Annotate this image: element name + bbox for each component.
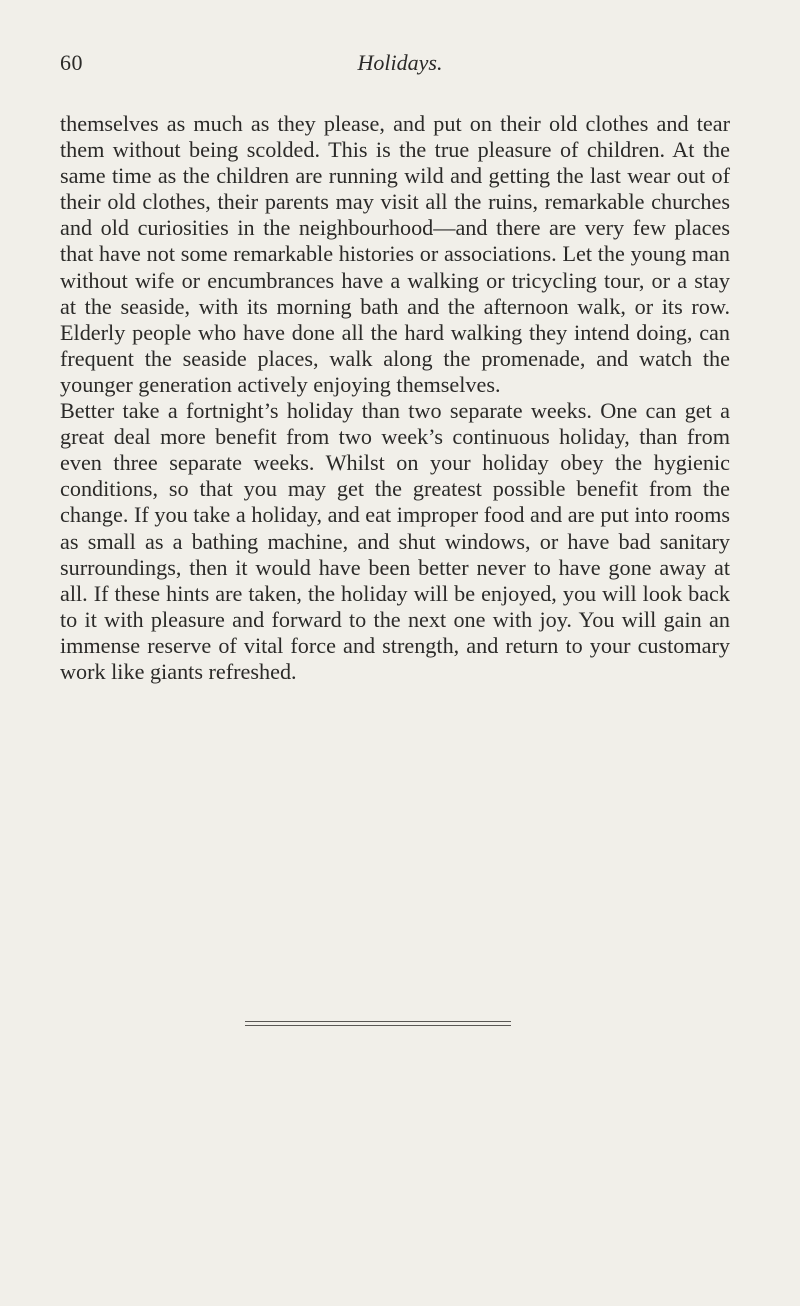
end-rule [245,1025,511,1026]
page-number: 60 [60,50,83,75]
running-title: Holidays. [357,50,443,75]
paragraph: themselves as much as they please, and put on their old clothes and tear them without being scolded. This is the true pleasure of children. At the same time as the children are running wild and getting the last wear out of their old clothes, their parents may visit all the ruins, remarkable churches and old curiosities in the neighbourhood—and there are very few places that have not some remarkable histories or associations. Let the young man without wife or encumbrances have a walking or tricycling tour, or a stay at the seaside, with its morning bath and the afternoon walk, or its row. Elderly people who have done all the hard walking they intend doing, can frequent the seaside places, walk along the promenade, and watch the younger generation actively enjoying themselves. [60,111,730,397]
paragraph: Better take a fortnight’s holiday than two separate weeks. One can get a great deal more benefit from two week’s continuous holiday, than from even three separate weeks. Whilst on your holiday obey the hygienic conditions, so that you may get the greatest possible benefit from the change. If you take a holiday, and eat improper food and are put into rooms as small as a bathing machine, and shut windows, or have bad sanitary surroundings, then it would have been better never to have gone away at all. If these hints are taken, the holiday will be enjoyed, you will look back to it with pleasure and forward to the next one with joy. You will gain an immense reserve of vital force and strength, and return to your customary work like giants refreshed. [60,398,730,684]
end-rule [245,1021,511,1022]
running-head [60,50,740,82]
body-text [60,111,730,685]
